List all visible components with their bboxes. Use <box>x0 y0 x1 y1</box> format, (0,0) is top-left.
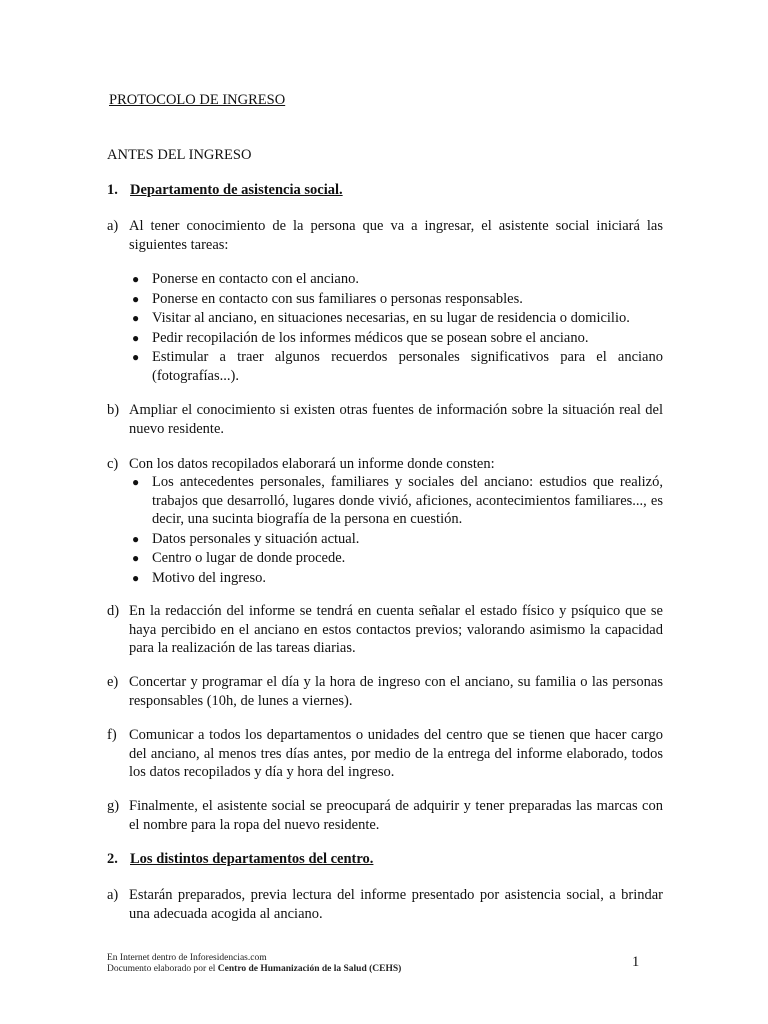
bullet-icon: ● <box>132 570 140 585</box>
item-b-label: b) <box>107 402 120 418</box>
bullet-icon: ● <box>132 291 140 306</box>
item-2a-label: a) <box>107 887 119 903</box>
section-1-title <box>107 181 663 200</box>
list-item: ● Centro o lugar de donde procede. <box>132 550 346 566</box>
item-2a-text: Estarán preparados, previa lectura del informe presentado por asistencia social, a brindar una adecuada acogida al anciano. <box>129 887 663 922</box>
list-item: ● Los antecedentes personales, familiares y sociales del anciano: estudios que realizó, trabajos que desarrolló, lugares donde vivió, aficiones, acontecimientos familiares..., es decir, una sucinta biografía de la persona en cuestión. <box>132 474 663 527</box>
item-e-label: e) <box>107 674 119 690</box>
list-item: ● Visitar al anciano, en situaciones necesarias, en su lugar de residencia o domicilio. <box>132 310 630 326</box>
section-2-title <box>107 850 663 869</box>
bullet-icon: ● <box>132 330 140 345</box>
item-b <box>107 401 663 438</box>
item-f <box>107 726 663 782</box>
list-item: ● Ponerse en contacto con sus familiares o personas responsables. <box>132 290 523 307</box>
footer-line-2: Documento elaborado por el Centro de Humanización de la Salud (CEHS) <box>107 964 402 974</box>
section-heading: ANTES DEL INGRESO <box>107 147 252 163</box>
item-e <box>107 673 663 710</box>
item-d-text: En la redacción del informe se tendrá en cuenta señalar el estado físico y psíquico que se haya percibido en el anciano en estos contactos previos; valorando asimismo la capacidad para la realización de las tareas diarias. <box>129 603 663 656</box>
list-item: ● Datos personales y situación actual. <box>132 530 360 547</box>
document-title: PROTOCOLO DE INGRESO <box>109 92 286 108</box>
section-2-text: Los distintos departamentos del centro. <box>130 851 374 867</box>
footer-organization: Centro de Humanización de la Salud (CEHS) <box>217 964 402 974</box>
bullet-icon: ● <box>132 272 140 286</box>
bullet-icon: ● <box>132 350 140 364</box>
item-a-label: a) <box>107 218 119 234</box>
item-c-text: Con los datos recopilados elaborará un informe donde consten: <box>129 456 495 472</box>
section-1-text: Departamento de asistencia social. <box>130 182 343 198</box>
item-g-text: Finalmente, el asistente social se preocupará de adquirir y tener preparadas las marcas con el nombre para la ropa del nuevo residente. <box>129 798 663 833</box>
item-d <box>107 602 663 658</box>
list-item: ● Ponerse en contacto con el anciano. <box>132 271 359 287</box>
item-2a <box>107 886 663 923</box>
bullet-icon: ● <box>132 531 140 546</box>
item-f-text: Comunicar a todos los departamentos o unidades del centro que se tienen que hacer cargo del anciano, al menos tres días antes, por medio de la entrega del informe elaborado, todos los datos recopilados y día y hora del ingreso. <box>129 727 663 780</box>
list-item: ● Estimular a traer algunos recuerdos personales significativos para el anciano (fotografías...). <box>132 349 663 384</box>
bullet-icon: ● <box>132 311 140 325</box>
item-f-label: f) <box>107 727 117 743</box>
item-g <box>107 797 663 834</box>
list-item: ● Pedir recopilación de los informes médicos que se posean sobre el anciano. <box>132 329 589 346</box>
item-e-text: Concertar y programar el día y la hora de ingreso con el anciano, su familia o las personas responsables (10h, de lunes a viernes). <box>129 674 663 709</box>
page-number: 1 <box>632 954 640 970</box>
bullet-icon: ● <box>132 551 140 565</box>
item-g-label: g) <box>107 798 120 814</box>
section-1-number: 1. <box>107 182 118 198</box>
list-item: ● Motivo del ingreso. <box>132 569 266 586</box>
item-c <box>107 455 663 474</box>
item-a <box>107 217 663 254</box>
bullet-icon: ● <box>132 475 140 489</box>
item-a-bullet-list <box>130 270 663 386</box>
item-c-bullet-list <box>130 473 663 588</box>
item-b-text: Ampliar el conocimiento si existen otras fuentes de información sobre la situación real del nuevo residente. <box>129 402 663 437</box>
item-d-label: d) <box>107 603 120 619</box>
item-c-label: c) <box>107 456 119 472</box>
item-a-text: Al tener conocimiento de la persona que va a ingresar, el asistente social iniciará las siguientes tareas: <box>129 218 663 253</box>
footer-line-1: En Internet dentro de Inforesidencias.com <box>107 953 267 963</box>
section-2-number: 2. <box>107 851 118 867</box>
page-footer <box>107 953 401 975</box>
